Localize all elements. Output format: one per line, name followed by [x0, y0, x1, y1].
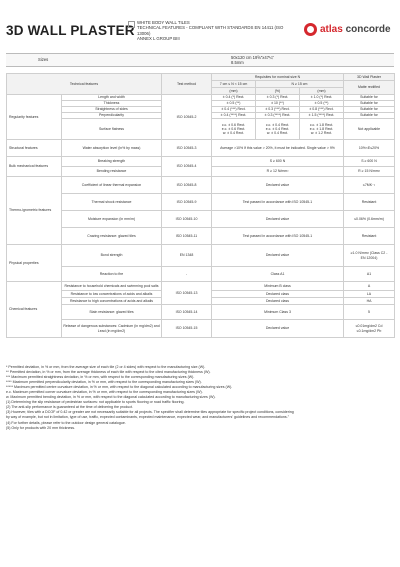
- header-requisites: Requisites for nominal size N: [212, 74, 344, 81]
- method-cell: ISO 10545-3: [162, 140, 212, 157]
- requisite-cell: S ≥ 600 N: [212, 157, 344, 167]
- product-title: 3D WALL PLASTER: [6, 23, 135, 38]
- header-test-method: Test method: [162, 74, 212, 95]
- table-row: [7, 320, 395, 338]
- requisite-cell: ± 0.5 (**): [212, 101, 256, 107]
- value-cell: HA: [344, 298, 395, 305]
- table-row: [7, 157, 395, 167]
- group-bulk-mechanical: Bulk mechanical features: [7, 157, 62, 177]
- feature-cell: Resistance to high concentrations of acids and alkalis: [62, 298, 162, 305]
- group-physical: Physical properties: [7, 245, 62, 282]
- footnote: (1) Determining the slip resistance of pedestrian surfaces: not applicable to sports flooring or road traffic flooring.: [6, 400, 185, 405]
- feature-cell: Stain resistance: glazed tiles: [62, 305, 162, 320]
- footnote: (4) For further details, please refer to the outdoor design general catalogue.: [6, 420, 126, 425]
- value-cell: ≤0.06% (0.6mm/m): [344, 211, 395, 228]
- requisite-cell: Minimum B class: [212, 282, 344, 291]
- value-cell: Resistant: [344, 194, 395, 211]
- value-cell: Not applicable: [344, 119, 395, 140]
- value-cell: S ≥ 600 N: [344, 157, 395, 167]
- method-cell: ISO 10545-4: [162, 157, 212, 177]
- brand-logo: [304, 22, 391, 36]
- feature-cell: Bending resistance: [62, 167, 162, 177]
- technical-features-table: [6, 73, 395, 338]
- flatness-line: c.c. ± 0.4 Rect.: [265, 122, 290, 127]
- feature-cell: Water absorption level (in% by mass): [62, 140, 162, 157]
- method-cell: ISO 10545-10: [162, 211, 212, 228]
- requisite-cell: ± 10 (**): [256, 101, 300, 107]
- requisite-cell: ± 1.5 (****) Rect.: [300, 113, 344, 119]
- requisite-cell: Declared class: [212, 291, 344, 298]
- method-cell: ISO 10545-8: [162, 177, 212, 194]
- document-header: [0, 0, 400, 42]
- feature-cell: Crazing resistance: glazed tiles: [62, 228, 162, 245]
- feature-cell: Thermal shock resistance: [62, 194, 162, 211]
- value-cell: 10%<E≤20%: [344, 140, 395, 157]
- requisite-cell: [212, 119, 256, 140]
- value-cell: 5: [344, 305, 395, 320]
- table-row: [7, 267, 395, 282]
- flatness-line: c.c. ± 0.6 Rect.: [221, 122, 246, 127]
- value-cell: [344, 320, 395, 338]
- method-cell: ISO 10545-9: [162, 194, 212, 211]
- value-cell: A: [344, 282, 395, 291]
- feature-cell: Resistance to household chemicals and swimming pool salts: [62, 282, 162, 291]
- bond-value-line: ≥1.0 N/mm² (Class C2 -: [350, 251, 388, 256]
- requisite-cell: ± 0.4 (*) Rect.: [212, 95, 256, 101]
- table-row: [7, 194, 395, 211]
- requisite-cell: Declared value: [212, 211, 344, 228]
- feature-cell: Length and width: [62, 95, 162, 101]
- requisite-cell: ± 0.3 (***) Rect.: [256, 107, 300, 113]
- value-cell: Suitable for: [344, 113, 395, 119]
- group-structural: Structural features: [7, 140, 62, 157]
- flatness-line: e.c. ± 0.6 Rect.: [221, 126, 246, 131]
- flatness-line: e.c. ± 0.4 Rect.: [265, 126, 290, 131]
- requisite-cell: R ≥ 12 N/mm²: [212, 167, 344, 177]
- requisite-cell: Test passed in accordance with ISO 10545-1: [212, 194, 344, 211]
- value-cell: Suitable for: [344, 107, 395, 113]
- brand-mark-icon: [304, 23, 317, 36]
- bond-value-line: EN 12004): [360, 255, 378, 260]
- flatness-line: c.c. ± 1.8 Rect.: [309, 122, 334, 127]
- feature-cell: Coefficient of linear thermal expansion: [62, 177, 162, 194]
- footnotes: [6, 365, 394, 431]
- method-cell: ISO 10545-15: [162, 320, 212, 338]
- subtitle-line: ANNEX L GROUP BIII: [137, 36, 180, 42]
- sizes-row: [6, 53, 394, 67]
- sizes-value: [231, 55, 274, 65]
- footnote: *** Maximum permitted straightness deviation, in % or mm, with respect to the corresponding manufacturing sizes (W).: [6, 375, 195, 380]
- unit-percent: (%): [256, 88, 300, 95]
- flatness-line: w. ± 1.2 Rect.: [310, 131, 333, 136]
- group-chemical: Chemical features: [7, 282, 62, 338]
- requisite-cell: Declared value: [212, 320, 344, 338]
- requisite-cell: Declared class: [212, 298, 344, 305]
- unit-mm: (mm): [212, 88, 256, 95]
- method-cell: ISO 10545-13: [162, 282, 212, 305]
- flatness-line: w. ± 0.4 Rect.: [266, 131, 289, 136]
- requisite-cell: ± 0.4 (***) Rect.: [212, 107, 256, 113]
- value-cell: Suitable for: [344, 95, 395, 101]
- method-cell: ISO 10545-14: [162, 305, 212, 320]
- requisite-cell: Class A1: [212, 267, 344, 282]
- table-row: [7, 211, 395, 228]
- brand-wordmark: [320, 24, 391, 35]
- group-regularity: Regularity features: [7, 95, 62, 140]
- requisite-cell: Average >10% If this value > 20%, it must be indicated. Single value > 9%: [212, 140, 344, 157]
- value-cell: Resistant: [344, 228, 395, 245]
- header-product: 3D Wall Plaster: [344, 74, 395, 81]
- value-cell: Suitable for: [344, 101, 395, 107]
- requisite-cell: Declared value: [212, 245, 344, 267]
- requisite-cell: ± 0.3 (*) Rect.: [256, 95, 300, 101]
- release-value-line: ≤0.1mg/dm2 Pb: [356, 328, 382, 333]
- document-subtitle: [137, 20, 287, 42]
- flatness-line: w. ± 0.4 Rect.: [222, 131, 245, 136]
- brand-name: concorde: [345, 23, 391, 35]
- table-row: [7, 228, 395, 245]
- footnote: ** Permitted deviation, in % or mm, from the average thickness of each tile with respect to the cited manufacturing thickness (W).: [6, 370, 211, 375]
- table-row: [7, 140, 395, 157]
- brand-prefix: atlas: [320, 23, 343, 35]
- requisite-cell: Declared value: [212, 177, 344, 194]
- subtitle-line: WHITE BODY WALL TILES: [137, 20, 190, 25]
- size-thickness: 8.5mm: [231, 59, 244, 65]
- header-n-small: 7 cm ≤ N < 15 cm: [212, 81, 256, 88]
- requisite-cell: Minimum Class 3: [212, 305, 344, 320]
- method-cell: ISO 10545-2: [162, 95, 212, 140]
- feature-cell: Perpendicularity: [62, 113, 162, 119]
- feature-cell: Resistance to low concentrations of acids and alkalis: [62, 291, 162, 298]
- size-dimensions: 50x120 cm 19⅝"x47¼": [231, 54, 275, 60]
- requisite-cell: Test passed in accordance with ISO 10545-1: [212, 228, 344, 245]
- method-cell: -: [162, 267, 212, 282]
- footnote: * Permitted deviation, in % or mm, from the average size of each tile (2 or 4 sides) with respect to the manufacturing size (W).: [6, 365, 206, 369]
- footnote: (3) However, tiles with a DCOF of 0.42 or greater are not necessarily suitable for all projects. The specifier shall determine tiles appropriate for specific project conditions, considering: [6, 410, 294, 415]
- table-row: [7, 282, 395, 291]
- requisite-cell: ± 0.5 (**): [300, 101, 344, 107]
- table-row: [7, 305, 395, 320]
- feature-cell: Moisture expansion (in mm/m): [62, 211, 162, 228]
- table-row: [7, 245, 395, 267]
- header-technical-features: Technical features: [7, 74, 162, 95]
- feature-cell: Release of dangerous substances: Cadmium (in mg/dm2) and Lead (in mg/dm2): [62, 320, 162, 338]
- requisite-cell: [256, 119, 300, 140]
- value-cell: [344, 245, 395, 267]
- feature-cell: Breaking strength: [62, 157, 162, 167]
- method-cell: ISO 10545-11: [162, 228, 212, 245]
- feature-cell: Bond strength: [62, 245, 162, 267]
- feature-cell: Surface flatness: [62, 119, 162, 140]
- requisite-cell: ± 0.4 (****) Rect.: [212, 113, 256, 119]
- footnote: (5) Only for products with 20 mm thickness.: [6, 425, 76, 430]
- requisite-cell: ± 0.3 (****) Rect.: [256, 113, 300, 119]
- footnote: by way of example, but not in limitation, type of use, traffic, expected contaminants, expected maintenance, expected wear, and manufacturers' guidelines and recommendations.": [6, 415, 289, 420]
- sizes-label: Sizes: [38, 57, 49, 62]
- value-cell: A1: [344, 267, 395, 282]
- requisite-cell: ± 0.8 (***) Rect.: [300, 107, 344, 113]
- unit-mm: (mm): [300, 88, 344, 95]
- group-thermo-igrometric: Thermo-igrometric features: [7, 177, 62, 245]
- requisite-cell: [300, 119, 344, 140]
- feature-cell: Straightness of sides: [62, 107, 162, 113]
- flatness-line: e.c. ± 1.8 Rect.: [309, 126, 334, 131]
- method-cell: EN 1348: [162, 245, 212, 267]
- feature-cell: Thickness: [62, 101, 162, 107]
- header-matte: Matte rectified: [344, 81, 395, 95]
- subtitle-line: TECHNICAL FEATURES - COMPLIANT WITH STANDARDS EN 14411 (ISO 13006): [137, 25, 284, 36]
- footnote: w. Maximum permitted bending deviation, in % or mm, with respect to the diagonal calculated according to manufacturing sizes (W).: [6, 395, 216, 400]
- footnote: **** Maximum permitted perpendicularity deviation, in % or mm, with respect to the corresponding manufacturing sizes (W).: [6, 380, 202, 385]
- footnote: e.c. Maximum permitted corner curvature deviation, in % or mm, with respect to the corresponding manufacturing sizes (W).: [6, 390, 203, 395]
- footnote: (2) The anti-slip performance is guaranteed at the time of delivering the product.: [6, 405, 133, 410]
- value-cell: LA: [344, 291, 395, 298]
- table-row: [7, 177, 395, 194]
- wall-tile-icon: [128, 21, 135, 28]
- release-value-line: ≤0.01mg/dm2 Cd: [355, 324, 383, 329]
- footnote: ***** Maximum permitted centre curvature deviation, in % or mm, with respect to the diagonal calculated according to manufacturing sizes (W).: [6, 385, 233, 390]
- value-cell: R ≥ 15 N/mm²: [344, 167, 395, 177]
- feature-cell: Reaction to fire: [62, 267, 162, 282]
- header-n-large: N ≥ 15 cm: [256, 81, 344, 88]
- requisite-cell: ± 1.0 (*) Rect.: [300, 95, 344, 101]
- value-cell: ≤7MK⁻¹: [344, 177, 395, 194]
